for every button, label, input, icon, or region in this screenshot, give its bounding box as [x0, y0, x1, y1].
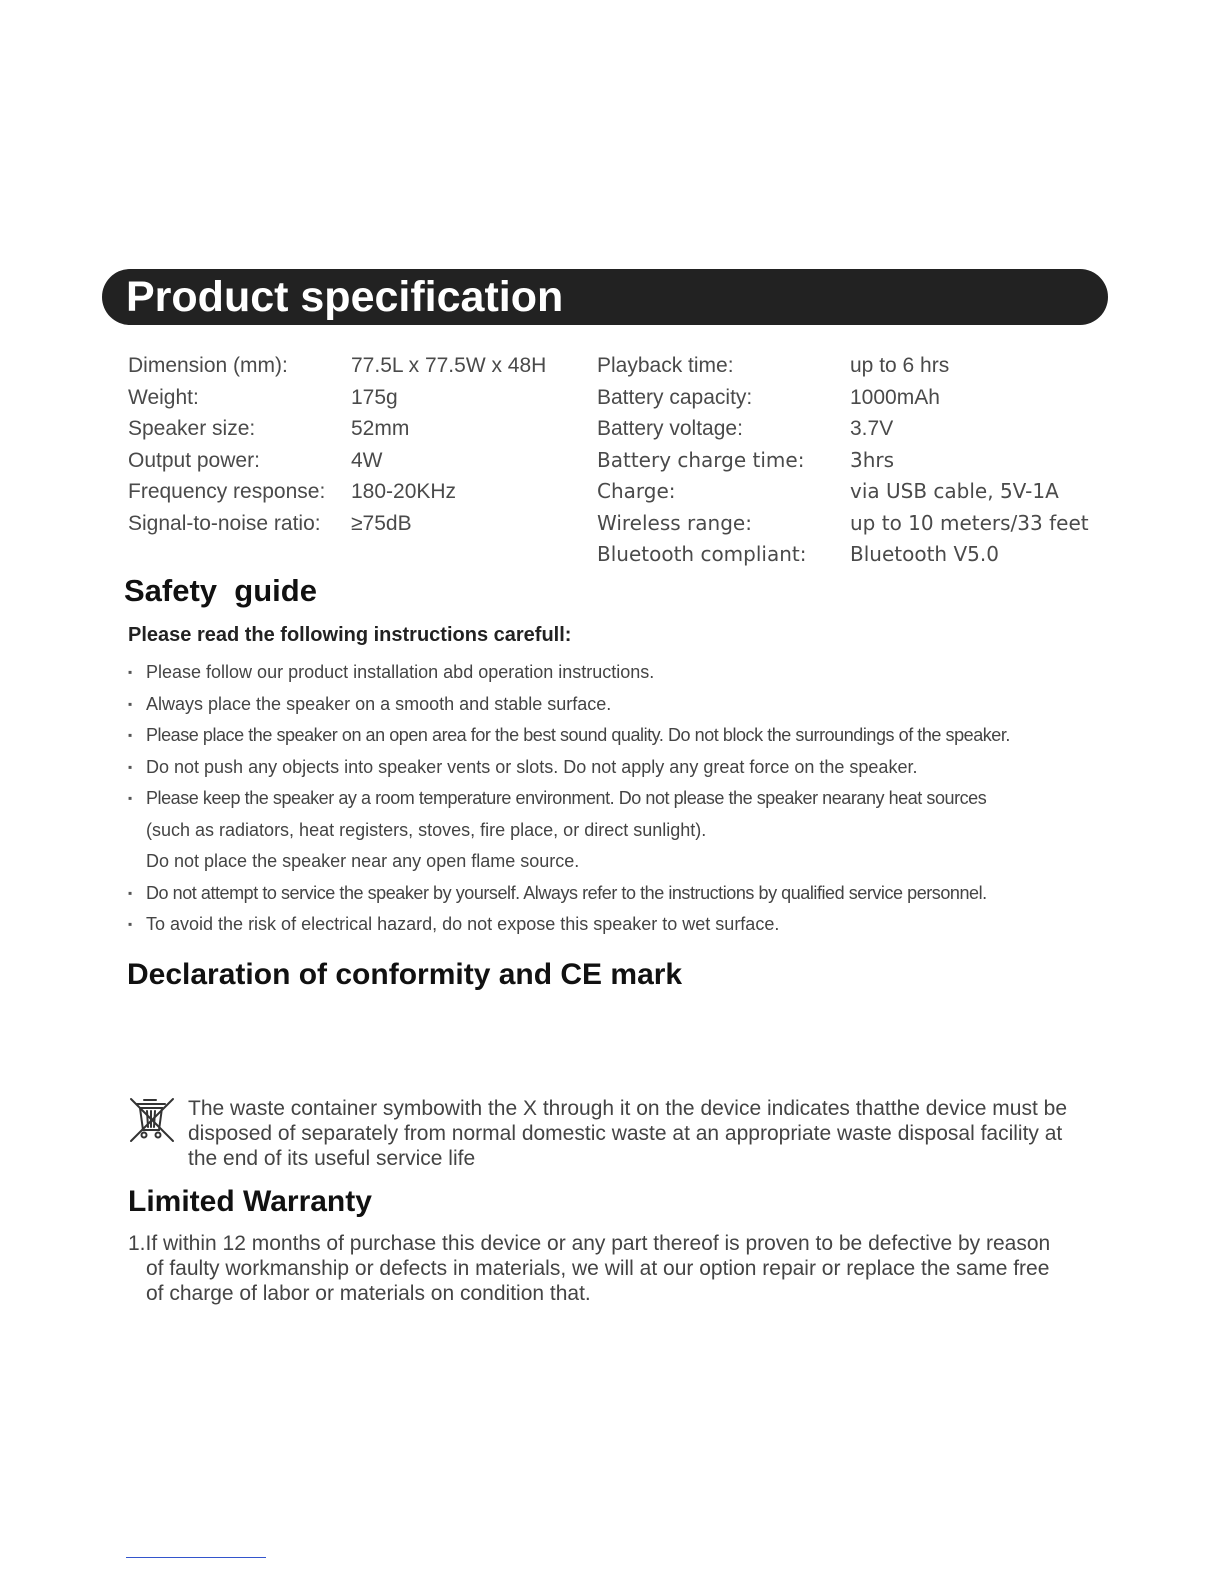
spec-label: Battery charge time:	[597, 447, 805, 472]
spec-label: Charge:	[597, 479, 676, 503]
spec-label: Output power:	[128, 448, 260, 472]
bullet-icon: ▪	[128, 696, 133, 711]
bullet-icon: ▪	[128, 728, 132, 742]
list-item	[128, 878, 1108, 910]
spec-value: up to 10 meters/33 feet	[850, 510, 1089, 535]
spec-value: up to 6 hrs	[850, 354, 950, 377]
list-item	[128, 689, 1108, 721]
spec-value: 180-20KHz	[351, 480, 457, 503]
list-item-text: Please keep the speaker ay a room temperature environment. Do not please the speaker nearany heat sources	[146, 788, 987, 808]
warranty-heading: Limited Warranty	[128, 1185, 372, 1218]
list-item-text: Do not attempt to service the speaker by yourself. Always refer to the instructions by qualified service personnel.	[146, 882, 987, 903]
list-item-text: Please follow our product installation abd operation instructions.	[146, 662, 655, 682]
bullet-icon: ▪	[128, 665, 133, 679]
spec-value: 175g	[351, 385, 398, 409]
list-item-text: Always place the speaker on a smooth and stable surface.	[146, 693, 612, 714]
safety-subheading: Please read the following instructions carefull:	[128, 624, 572, 646]
spec-row	[128, 350, 588, 382]
bullet-icon: ▪	[128, 759, 133, 774]
spec-value: 3.7V	[850, 417, 894, 440]
spec-label: Speaker size:	[128, 417, 256, 440]
list-item	[128, 720, 1108, 752]
spec-label: Playback time:	[597, 354, 734, 377]
bullet-icon: ▪	[128, 917, 133, 931]
spec-value: 4W	[351, 448, 383, 472]
list-item-text: To avoid the risk of electrical hazard, do not expose this speaker to wet surface.	[146, 914, 780, 934]
spec-label: Bluetooth compliant:	[597, 542, 807, 566]
spec-label: Signal-to-noise ratio:	[128, 511, 321, 535]
spec-label: Battery voltage:	[597, 417, 743, 440]
warranty-paragraph	[128, 1231, 1098, 1306]
list-item-continuation: Do not place the speaker near any open flame source.	[146, 851, 580, 871]
spec-value: via USB cable, 5V-1A	[850, 479, 1059, 503]
safety-heading: Safety guide	[124, 573, 317, 608]
spec-value: Bluetooth V5.0	[850, 542, 999, 566]
spec-label: Frequency response:	[128, 480, 326, 503]
bullet-icon: ▪	[128, 791, 132, 805]
list-item	[128, 752, 1108, 784]
spec-value: 77.5L x 77.5W x 48H	[351, 354, 547, 377]
weee-notice: The waste container symbowith the X through it on the device indicates thatthe device must be disposed of separately from normal domestic waste at an appropriate waste disposal facility at the end of its useful service life	[188, 1097, 1067, 1170]
spec-table-left	[128, 350, 588, 535]
spec-label: Dimension (mm):	[128, 354, 288, 377]
crossed-bin-icon	[128, 1096, 176, 1144]
spec-value: 1000mAh	[850, 385, 940, 409]
warranty-line: of charge of labor or materials on condition that.	[146, 1282, 591, 1305]
banner-title: Product specification	[126, 273, 564, 321]
warranty-line: 1.If within 12 months of purchase this device or any part thereof is proven to be defective by reason	[128, 1232, 1051, 1255]
list-item	[128, 783, 1108, 878]
list-item-continuation: (such as radiators, heat registers, stoves, fire place, or direct sunlight).	[146, 819, 707, 840]
declaration-heading: Declaration of conformity and CE mark	[127, 958, 683, 991]
warranty-line: of faulty workmanship or defects in materials, we will at our option repair or replace the same free	[146, 1257, 1050, 1280]
spec-label: Wireless range:	[597, 510, 752, 535]
footer-divider	[126, 1557, 266, 1558]
spec-value: 3hrs	[850, 447, 895, 472]
list-item	[128, 909, 1108, 941]
spec-value: 52mm	[351, 417, 410, 440]
spec-label: Weight:	[128, 385, 199, 409]
spec-label: Battery capacity:	[597, 385, 753, 409]
safety-list	[128, 657, 1108, 941]
bullet-icon: ▪	[128, 885, 132, 900]
list-item	[128, 657, 1108, 689]
spec-value: ≥75dB	[351, 511, 412, 535]
list-item-text: Please place the speaker on an open area for the best sound quality. Do not block the surroundings of the speaker.	[146, 725, 1010, 745]
section-banner	[102, 269, 1108, 325]
list-item-text: Do not push any objects into speaker vents or slots. Do not apply any great force on the speaker.	[146, 756, 918, 777]
